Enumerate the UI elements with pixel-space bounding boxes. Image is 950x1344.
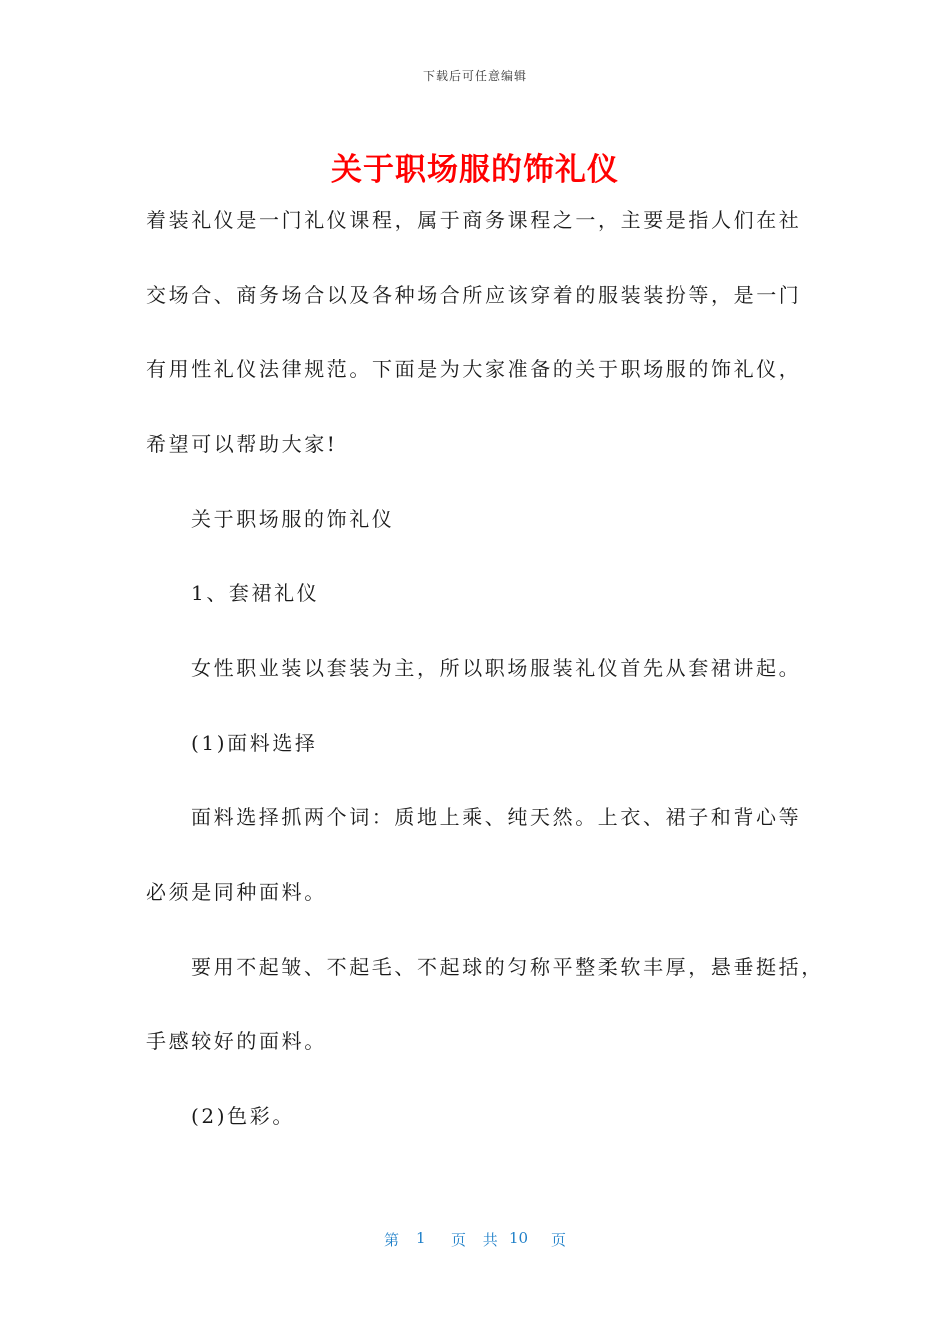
paragraph-line: 手感较好的面料。 <box>146 1029 327 1053</box>
footer-prefix: 第 <box>384 1231 400 1249</box>
paragraph-line: 要用不起皱、不起毛、不起球的匀称平整柔软丰厚，悬垂挺括， <box>191 955 824 979</box>
paragraph-line: 交场合、商务场合以及各种场合所应该穿着的服装装扮等，是一门 <box>146 283 802 307</box>
subsection-heading: 1、套裙礼仪 <box>191 581 320 605</box>
header-note: 下载后可任意编辑 <box>422 69 527 83</box>
section-heading: 关于职场服的饰礼仪 <box>191 507 395 531</box>
document-title: 关于职场服的饰礼仪 <box>331 152 619 188</box>
paragraph-line: 着装礼仪是一门礼仪课程，属于商务课程之一，主要是指人们在社 <box>146 208 802 232</box>
paragraph-line: 面料选择抓两个词：质地上乘、纯天然。上衣、裙子和背心等 <box>191 805 802 829</box>
paragraph-line: 必须是同种面料。 <box>146 880 327 904</box>
paragraph-line: 希望可以帮助大家! <box>146 432 338 456</box>
subsection-heading: (1)面料选择 <box>191 731 318 755</box>
footer-page-number: 1 <box>416 1229 426 1247</box>
footer-suffix: 页 <box>551 1231 567 1249</box>
footer-total-pages: 10 <box>509 1229 529 1247</box>
footer-middle: 页 共 <box>451 1231 504 1249</box>
paragraph-line: 女性职业装以套装为主，所以职场服装礼仪首先从套裙讲起。 <box>191 656 802 680</box>
subsection-heading: (2)色彩。 <box>191 1104 295 1128</box>
paragraph-line: 有用性礼仪法律规范。下面是为大家准备的关于职场服的饰礼仪， <box>146 357 802 381</box>
